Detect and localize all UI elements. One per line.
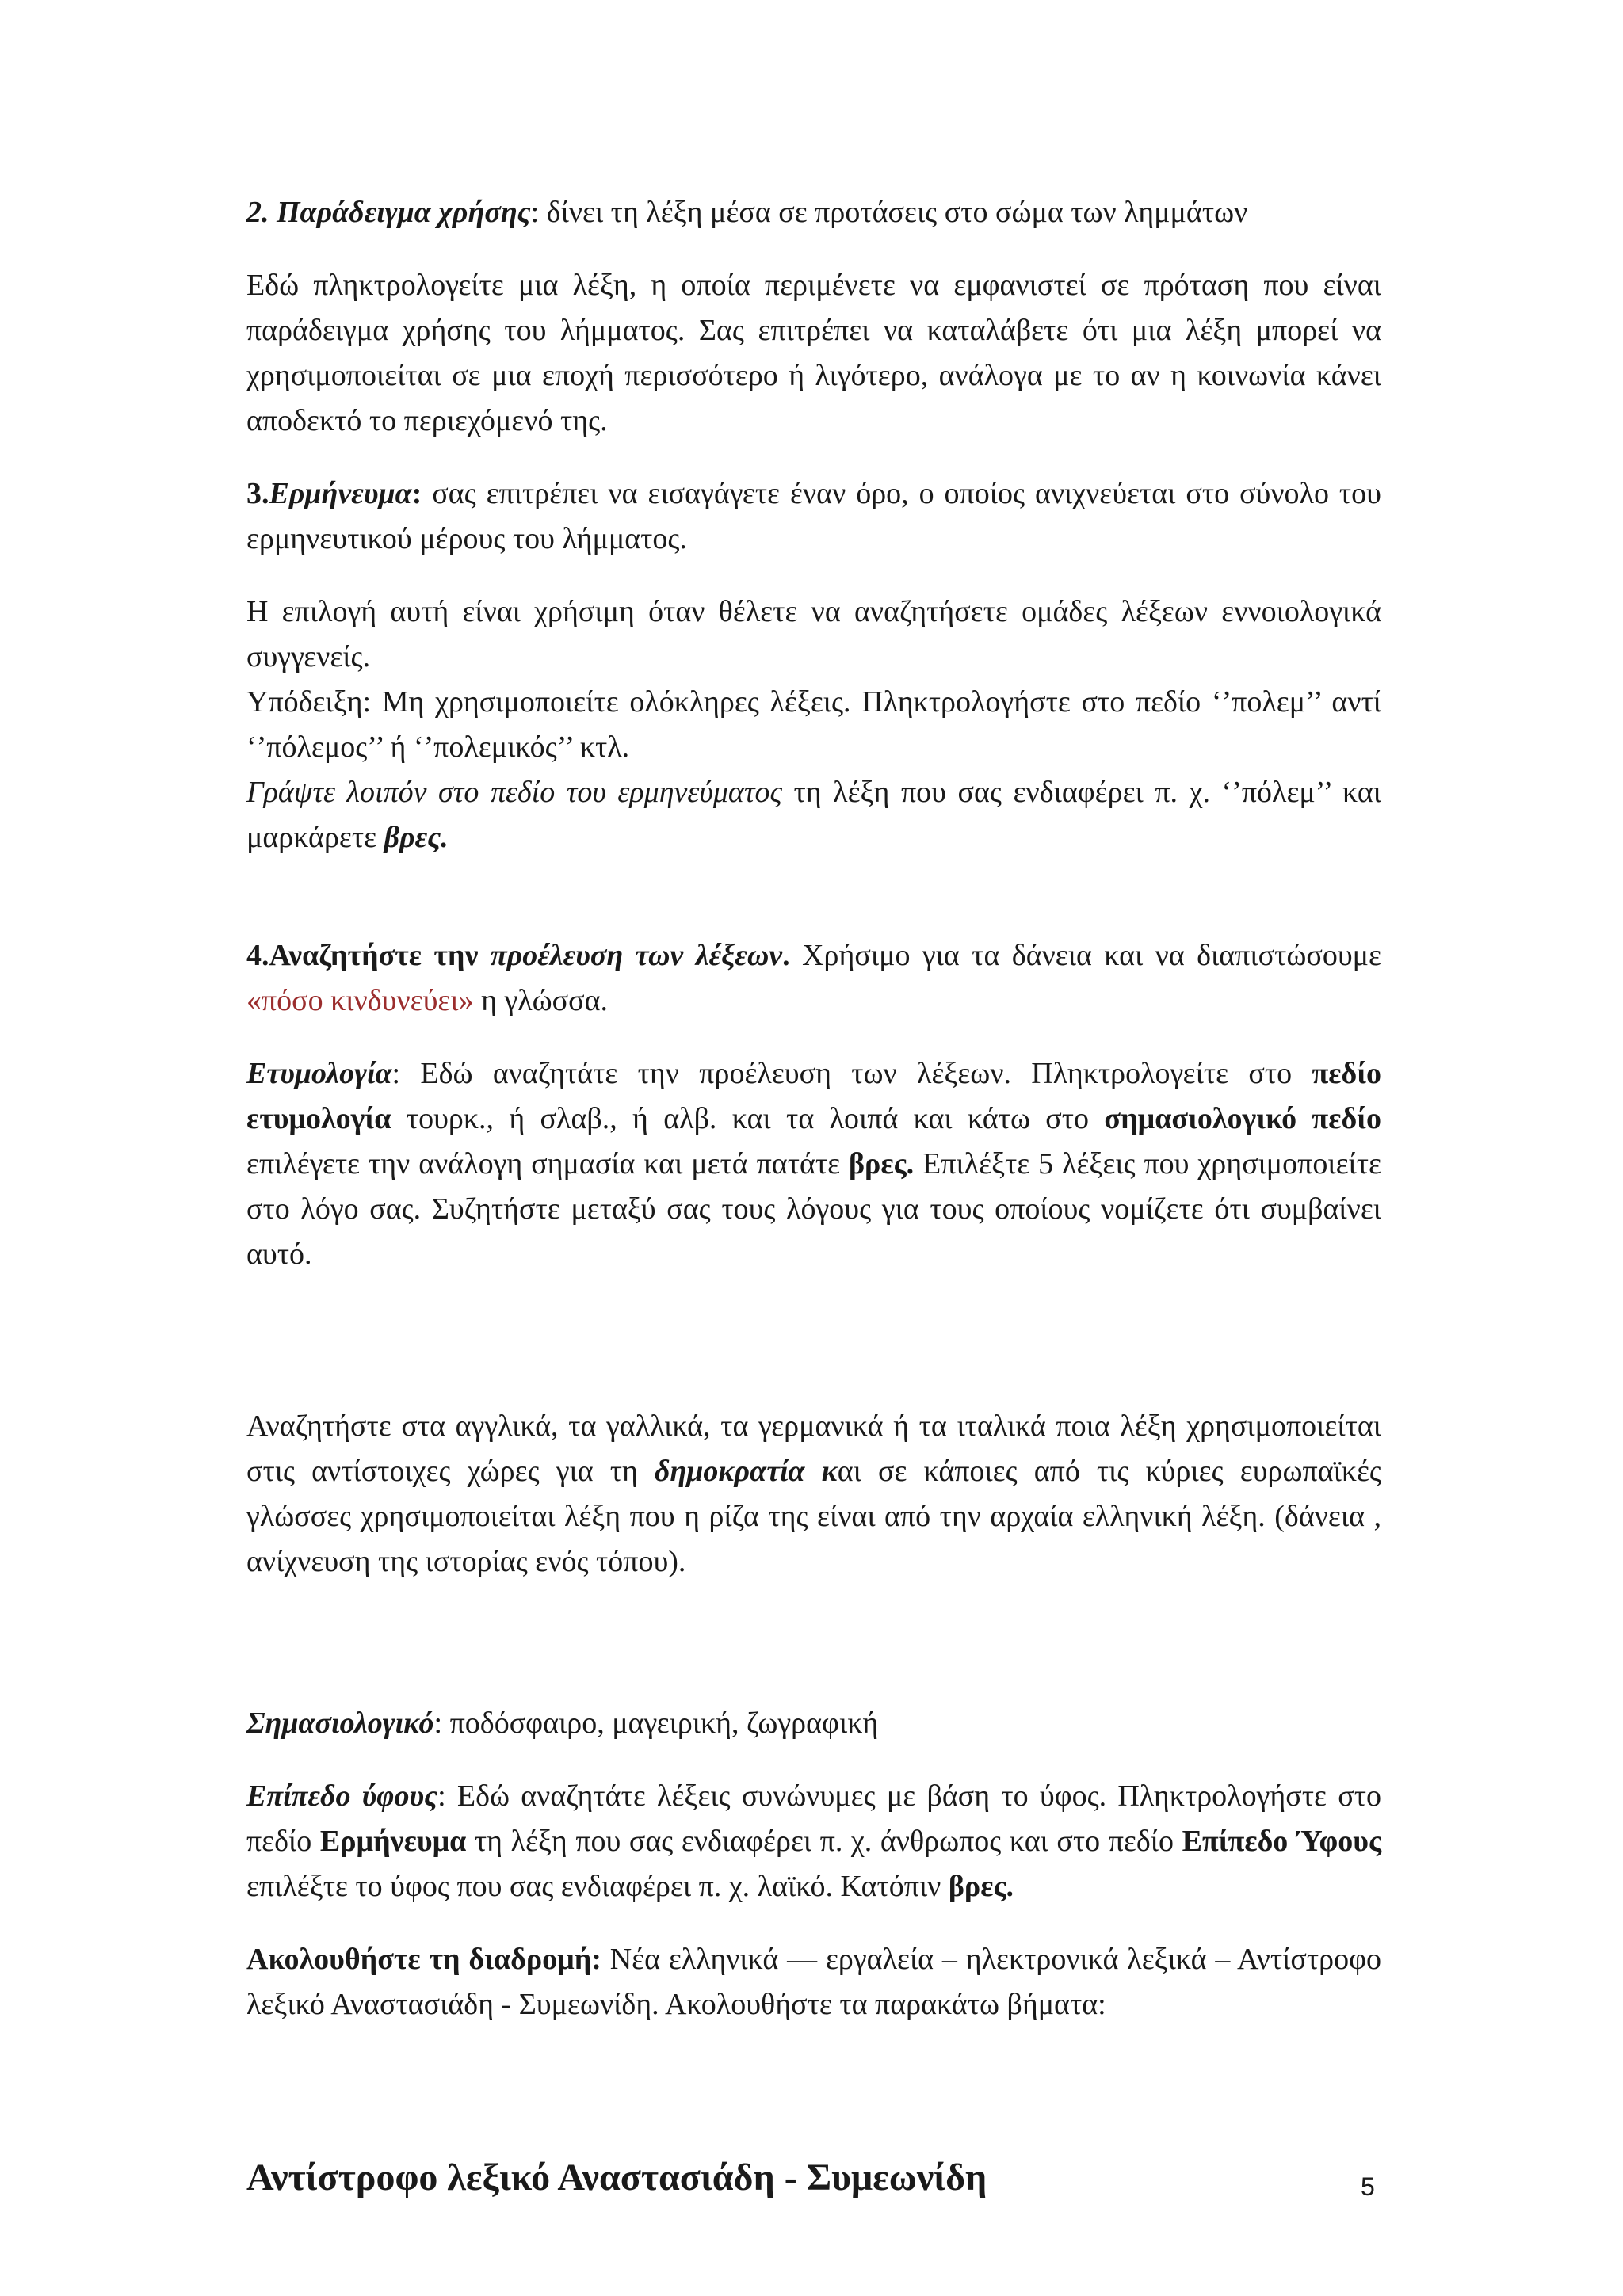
path-label: Ακολουθήστε τη διαδρομή: (246, 1943, 601, 1976)
section-2-heading: 2. Παράδειγμα χρήσης: δίνει τη λέξη μέσα σε προτάσεις στο σώμα των λημμάτων (246, 196, 1248, 229)
etymology-label: Ετυμολογία (246, 1057, 392, 1090)
danger-quote: «πόσο κινδυνεύει» (246, 984, 474, 1017)
section-3-instruction: Γράψτε λοιπόν στο πεδίο του ερμηνεύματος τη λέξη που σας ενδιαφέρει π. χ. ‘’πόλεμ’’ και μαρκάρετε βρες. (246, 776, 1381, 854)
usage-example-label: 2. Παράδειγμα χρήσης (246, 196, 531, 229)
page-number: 5 (1361, 2172, 1375, 2201)
semantic-label: Σημασιολογικό (246, 1707, 434, 1740)
dictionary-heading: Αντίστροφο λεξικό Αναστασιάδη - Συμεωνίδη (246, 2157, 987, 2199)
interpretation-label: Ερμήνευμα (269, 477, 412, 510)
page-content (246, 190, 1381, 2202)
section-3-hint: Υπόδειξη: Μη χρησιμοποιείτε ολόκληρες λέξεις. Πληκτρολογήστε στο πεδίο ‘’πολεμ’’ αντί ‘’πόλεμος’’ ή ‘’πολεμικός’’ κτλ. (246, 685, 1381, 764)
semantic-line: Σημασιολογικό: ποδόσφαιρο, μαγειρική, ζωγραφική (246, 1707, 879, 1740)
section-4-heading: 4.Αναζητήστε την προέλευση των λέξεων. Χρήσιμο για τα δάνεια και να διαπιστώσουμε «πόσο κινδυνεύει» η γλώσσα. (246, 939, 1381, 1017)
section-3-paragraph-1: Η επιλογή αυτή είναι χρήσιμη όταν θέλετε να αναζητήσετε ομάδες λέξεων εννοιολογικά συγγενείς. (246, 595, 1381, 673)
style-level-paragraph: Επίπεδο ύφους: Εδώ αναζητάτε λέξεις συνώνυμες με βάση το ύφος. Πληκτρολογήστε στο πεδίο Ερμήνευμα τη λέξη που σας ενδιαφέρει π. χ. άνθρωπος και στο πεδίο Επίπεδο Ύφους επιλέξτε το ύφος που σας ενδιαφέρει π. χ. λαϊκό. Κατόπιν βρες. (246, 1779, 1381, 1903)
section-2-paragraph: Εδώ πληκτρολογείτε μια λέξη, η οποία περιμένετε να εμφανιστεί σε πρόταση που είναι παράδειγμα χρήσης του λήμματος. Σας επιτρέπει να καταλάβετε ότι μια λέξη μπορεί να χρησιμοποιείται σε μια εποχή περισσότερο ή λιγότερο, ανάλογα με το αν η κοινωνία κάνει αποδεκτό το περιεχόμενό της. (246, 269, 1381, 437)
section-3-heading: 3.Ερμήνευμα: σας επιτρέπει να εισαγάγετε έναν όρο, ο οποίος ανιχνεύεται στο σύνολο του ερμηνευτικού μέρους του λήμματος. (246, 477, 1381, 555)
path-paragraph: Ακολουθήστε τη διαδρομή: Νέα ελληνικά — εργαλεία – ηλεκτρονικά λεξικά – Αντίστροφο λεξικό Αναστασιάδη - Συμεωνίδη. Ακολουθήστε τα παρακάτω βήματα: (246, 1943, 1382, 2021)
style-level-label: Επίπεδο ύφους (246, 1779, 438, 1813)
democracy-paragraph: Αναζητήστε στα αγγλικά, τα γαλλικά, τα γερμανικά ή τα ιταλικά ποια λέξη χρησιμοποιείται στις αντίστοιχες χώρες για τη δημοκρατία και σε κάποιες από τις κύριες ευρωπαϊκές γλώσσες χρησιμοποιείται λέξη που η ρίζα της είναι από την αρχαία ελληνική λέξη. (δάνεια , ανίχνευση της ιστορίας ενός τόπου). (246, 1409, 1381, 1578)
etymology-paragraph: Ετυμολογία: Εδώ αναζητάτε την προέλευση των λέξεων. Πληκτρολογείτε στο πεδίο ετυμολογία τουρκ., ή σλαβ., ή αλβ. και τα λοιπά και κάτω στο σημασιολογικό πεδίο επιλέγετε την ανάλογη σημασία και μετά πατάτε βρες. Επιλέξτε 5 λέξεις που χρησιμοποιείτε στο λόγο σας. Συζητήστε μεταξύ σας τους λόγους για τους οποίους νομίζετε ότι συμβαίνει αυτό. (246, 1057, 1381, 1271)
